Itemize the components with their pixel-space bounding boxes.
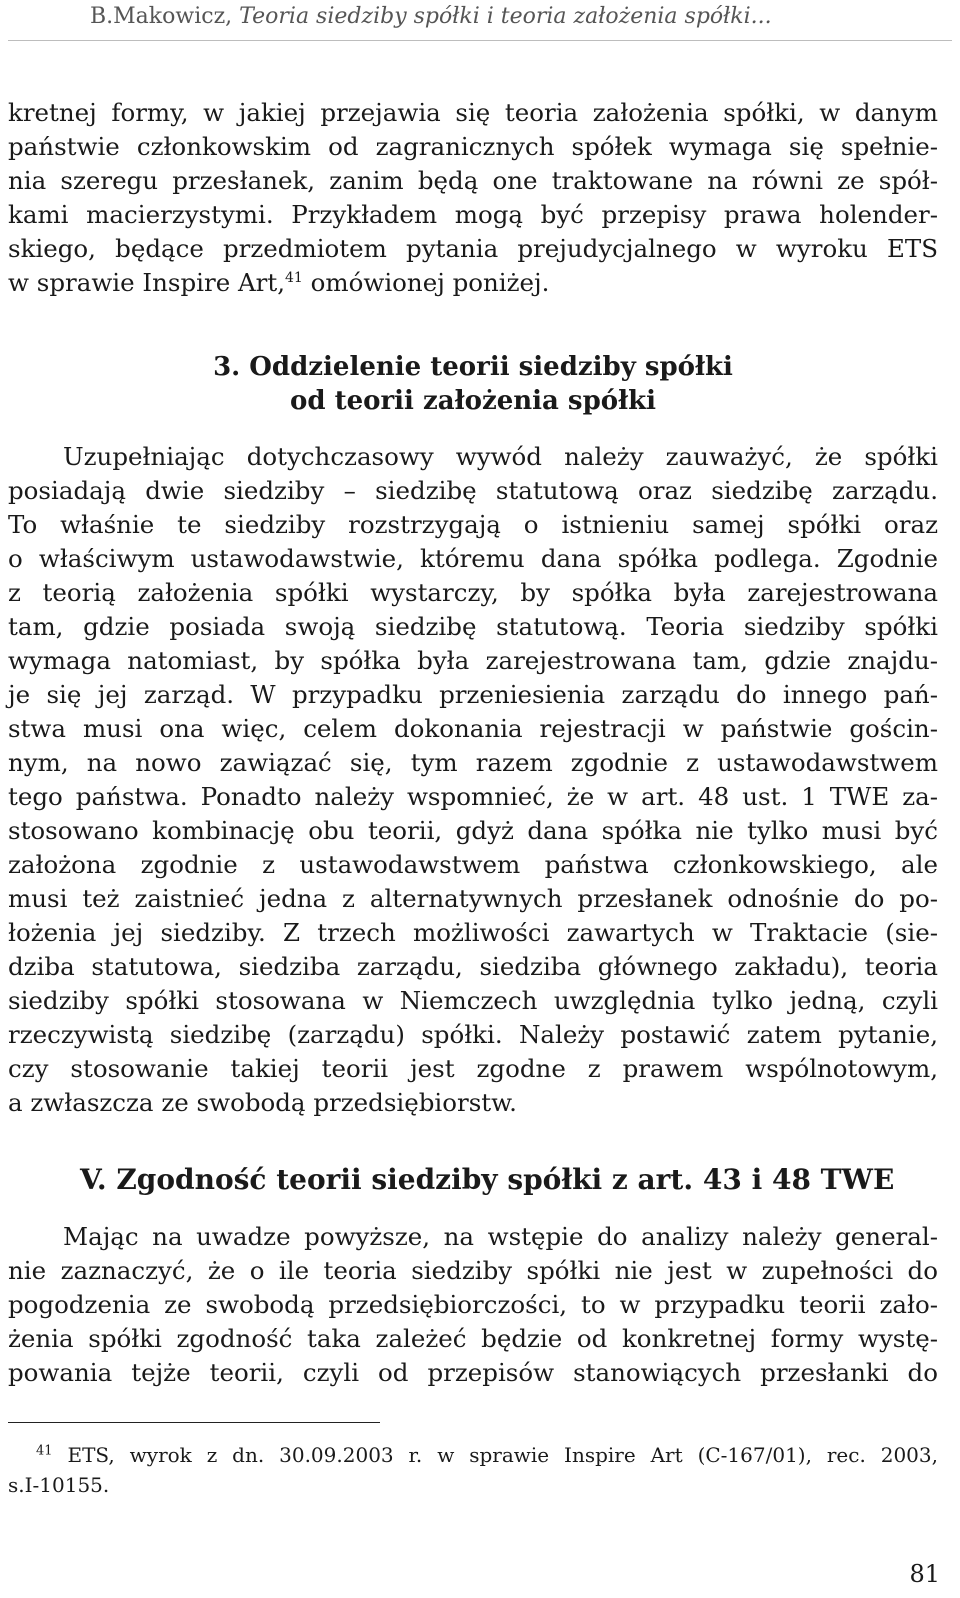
- text-line: łożenia jej siedziby. Z trzech możliwości zawartych w Traktacie (sie-: [8, 918, 938, 947]
- text-line: tam, gdzie posiada swoją siedzibę statutową. Teoria siedziby spółki: [8, 612, 938, 641]
- text-line: je się jej zarząd. W przypadku przeniesienia zarządu do innego pań-: [8, 680, 938, 709]
- text-line: z teorią założenia spółki wystarczy, by spółka była zarejestrowana: [8, 578, 938, 607]
- text-line: żenia spółki zgodność taka zależeć będzie od konkretnej formy wystę-: [8, 1324, 938, 1353]
- text-line: nia szeregu przesłanek, zanim będą one traktowane na równi ze spół-: [8, 166, 938, 195]
- footnote-reference[interactable]: 41: [285, 269, 303, 286]
- text-line: Uzupełniając dotychczasowy wywód należy zauważyć, że spółki: [63, 442, 938, 471]
- paragraph-2: [8, 440, 938, 1120]
- footnote-marker: 41: [36, 1443, 53, 1459]
- text-line-last: a zwłaszcza ze swobodą przedsiębiorstw.: [8, 1088, 517, 1117]
- text-line: państwie członkowskim od zagranicznych spółek wymaga się spełnie-: [8, 132, 938, 161]
- text-line: To właśnie te siedziby rozstrzygają o istnieniu samej spółki oraz: [8, 510, 938, 539]
- footnote-line: s.I-10155.: [8, 1473, 110, 1497]
- section-heading-v: V. Zgodność teorii siedziby spółki z art. 43 i 48 TWE: [80, 1163, 895, 1196]
- text-run: omówionej poniżej.: [302, 268, 550, 297]
- text-run: w sprawie Inspire Art,: [8, 268, 286, 297]
- text-line: wymaga natomiast, by spółka była zarejestrowana tam, gdzie znajdu-: [8, 646, 938, 675]
- paragraph-1: [8, 96, 938, 300]
- text-line: posiadają dwie siedziby – siedzibę statutową oraz siedzibę zarządu.: [8, 476, 938, 505]
- text-line: kami macierzystymi. Przykładem mogą być przepisy prawa holender-: [8, 200, 938, 229]
- text-line: stwa musi ona więc, celem dokonania rejestracji w państwie gościn-: [8, 714, 938, 743]
- section-heading-3: [8, 350, 938, 418]
- footnote-line: [8, 1440, 938, 1470]
- heading-line: od teorii założenia spółki: [290, 386, 656, 416]
- text-line: musi też zaistnieć jedna z alternatywnych przesłanek odnośnie do po-: [8, 884, 938, 913]
- text-line: pogodzenia ze swobodą przedsiębiorczości, to w przypadku teorii zało-: [8, 1290, 938, 1319]
- running-head: [90, 4, 772, 29]
- paragraph-3: [8, 1220, 938, 1390]
- footnote-rule: [8, 1422, 380, 1423]
- text-line: rzeczywistą siedzibę (zarządu) spółki. Należy postawić zatem pytanie,: [8, 1020, 938, 1049]
- text-line: nie zaznaczyć, że o ile teoria siedziby spółki nie jest w zupełności do: [8, 1256, 938, 1285]
- heading-line: 3. Oddzielenie teorii siedziby spółki: [213, 352, 733, 382]
- text-line-last: [8, 266, 938, 300]
- text-line: kretnej formy, w jakiej przejawia się teoria założenia spółki, w danym: [8, 98, 938, 127]
- text-line: Mając na uwadze powyższe, na wstępie do analizy należy general-: [63, 1222, 938, 1251]
- text-line: czy stosowanie takiej teorii jest zgodne z prawem wspólnotowym,: [8, 1054, 938, 1083]
- running-head-title: Teoria siedziby spółki i teoria założenia spółki...: [239, 4, 772, 29]
- text-line: nym, na nowo zawiązać się, tym razem zgodnie z ustawodawstwem: [8, 748, 938, 777]
- text-line: powania tejże teorii, czyli od przepisów stanowiących przesłanki do: [8, 1358, 938, 1387]
- page-number: 81: [909, 1560, 940, 1588]
- text-line: skiego, będące przedmiotem pytania prejudycjalnego w wyroku ETS: [8, 234, 938, 263]
- text-line: stosowano kombinację obu teorii, gdyż dana spółka nie tylko musi być: [8, 816, 938, 845]
- text-line: o właściwym ustawodawstwie, któremu dana spółka podlega. Zgodnie: [8, 544, 938, 573]
- header-rule: [8, 40, 952, 41]
- footnote: [8, 1440, 938, 1500]
- footnote-text: ETS, wyrok z dn. 30.09.2003 r. w sprawie Inspire Art (C-167/01), rec. 2003,: [52, 1443, 938, 1467]
- text-line: tego państwa. Ponadto należy wspomnieć, że w art. 48 ust. 1 TWE za-: [8, 782, 938, 811]
- text-line: założona zgodnie z ustawodawstwem państwa członkowskiego, ale: [8, 850, 938, 879]
- text-line: siedziby spółki stosowana w Niemczech uwzględnia tylko jedną, czyli: [8, 986, 938, 1015]
- text-line: dziba statutowa, siedziba zarządu, siedziba głównego zakładu), teoria: [8, 952, 938, 981]
- running-head-author: B.Makowicz,: [90, 4, 240, 29]
